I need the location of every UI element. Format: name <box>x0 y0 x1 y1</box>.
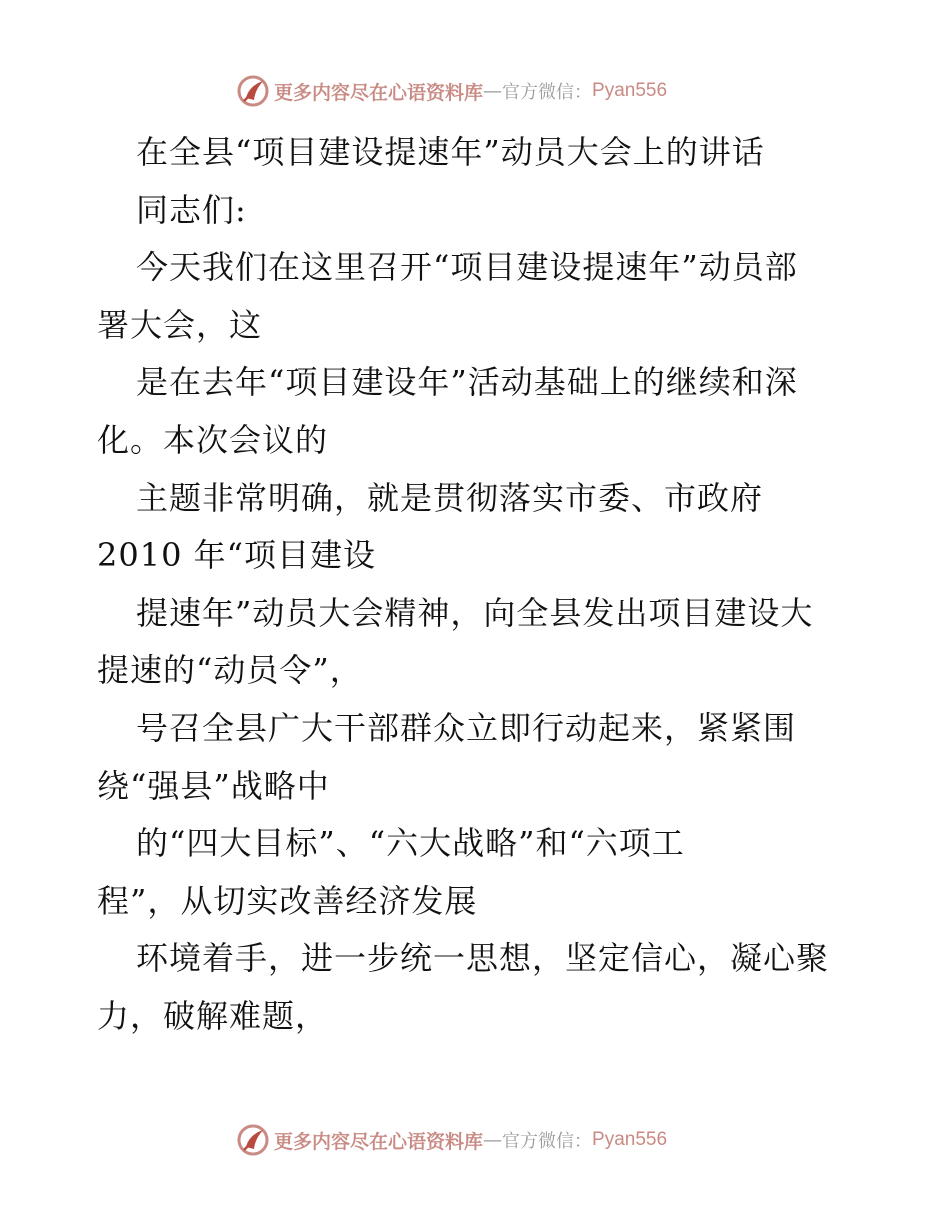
paragraph-line: 环境着手，进一步统一思想，坚定信心，凝心聚 <box>136 939 830 978</box>
paragraph-line: 提速年”动员大会精神，向全县发出项目建设大 <box>136 593 814 632</box>
document-body <box>97 124 857 1046</box>
paragraph-line: 程”，从切实改善经济发展 <box>97 881 478 920</box>
paragraph-line: 提速的“动员令”， <box>97 651 363 690</box>
flame-seal-logo-icon <box>236 1123 270 1157</box>
paragraph-line: 主题非常明确，就是贯彻落实市委、市政府 <box>136 478 764 517</box>
watermark-wechat-label: 官方微信： <box>502 82 593 103</box>
paragraph-line: 号召全县广大干部群众立即行动起来，紧紧围 <box>136 708 797 747</box>
header-watermark <box>236 74 667 108</box>
paragraph-line: 是在去年“项目建设年”活动基础上的继续和深 <box>136 363 798 402</box>
watermark-wechat-id: Pyan556 <box>592 80 668 101</box>
paragraph-line: 今天我们在这里召开“项目建设提速年”动员部 <box>136 248 798 287</box>
watermark-dash: — <box>483 1129 503 1151</box>
watermark-text: 更多内容尽在心语资料库 <box>274 81 484 104</box>
paragraph-line: 力，破解难题， <box>97 996 329 1035</box>
salutation: 同志们: <box>136 190 247 229</box>
footer-watermark <box>236 1123 667 1157</box>
watermark-dash: — <box>483 80 503 102</box>
watermark-text: 更多内容尽在心语资料库 <box>274 1130 484 1153</box>
paragraph-line: 署大会，这 <box>97 305 263 344</box>
watermark-wechat-id: Pyan556 <box>592 1129 668 1150</box>
paragraph-line: 的“四大目标”、“六大战略”和“六项工 <box>136 824 685 863</box>
paragraph-line: 绕“强县”战略中 <box>97 766 330 805</box>
watermark-wechat-label: 官方微信： <box>502 1131 593 1152</box>
paragraph-line: 2010 年“项目建设 <box>97 536 376 575</box>
flame-seal-logo-icon <box>236 74 270 108</box>
document-title: 在全县“项目建设提速年”动员大会上的讲话 <box>136 133 765 171</box>
paragraph-line: 化。本次会议的 <box>97 420 329 459</box>
